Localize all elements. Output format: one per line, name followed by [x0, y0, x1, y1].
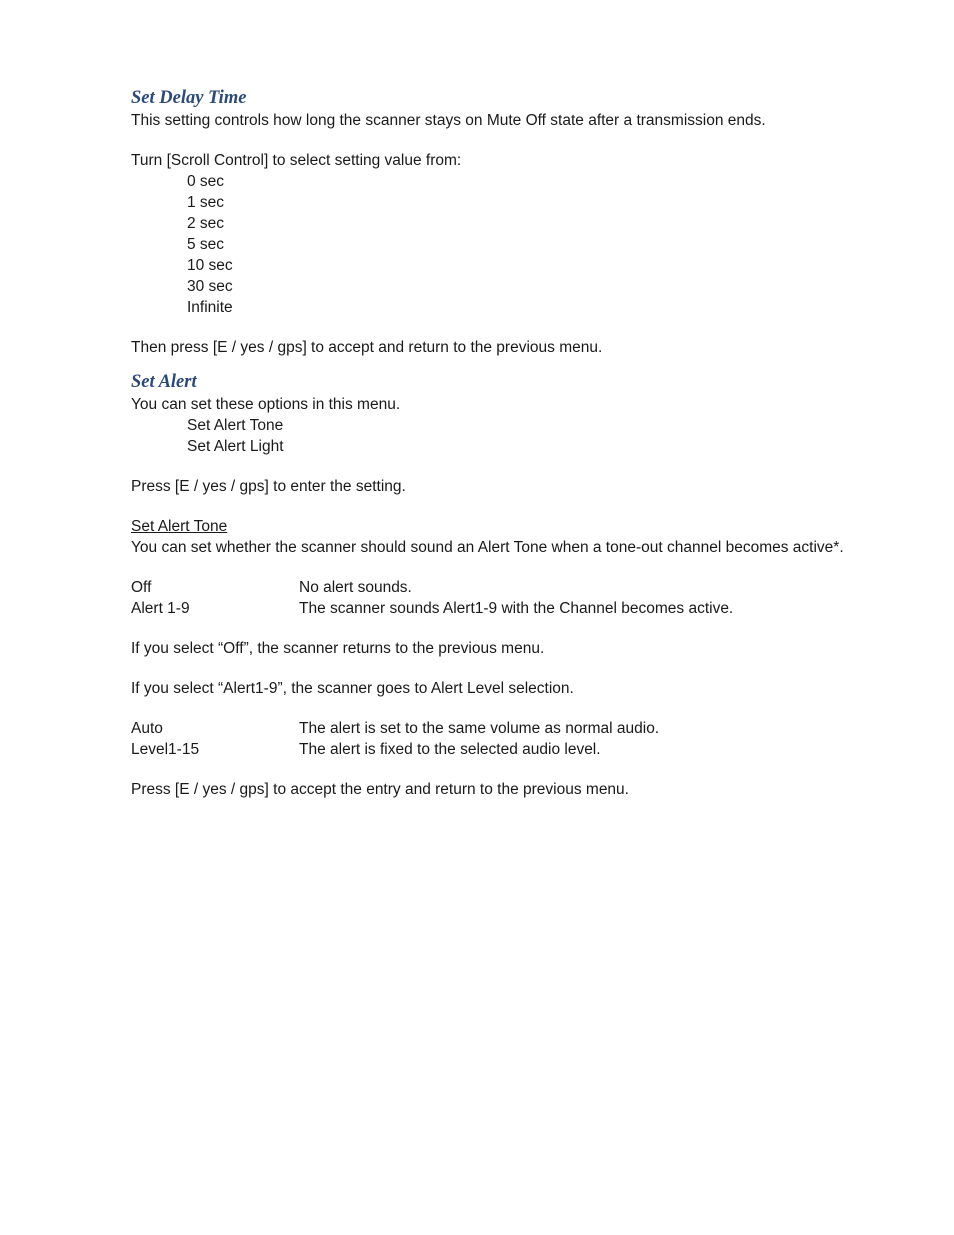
delay-option: 30 sec: [187, 278, 233, 295]
delay-intro: This setting controls how long the scanner stays on Mute Off state after a transmission ends.: [131, 112, 766, 129]
delay-option: 2 sec: [187, 215, 225, 232]
document-page: [131, 86, 891, 800]
table-row: [131, 718, 891, 739]
alert-level-table: [131, 718, 891, 760]
delay-option: 10 sec: [187, 257, 233, 274]
table-row: [131, 577, 891, 598]
delay-option: 0 sec: [187, 173, 225, 190]
delay-option: Infinite: [187, 299, 233, 316]
alert-tone-table: [131, 577, 891, 619]
alert-press-instruction: Press [E / yes / gps] to enter the setting.: [131, 478, 406, 495]
alert-options-list: [131, 415, 891, 457]
delay-then-instruction: Then press [E / yes / gps] to accept and return to the previous menu.: [131, 339, 603, 356]
table-definition: The scanner sounds Alert1-9 with the Channel becomes active.: [299, 600, 734, 617]
set-alert-heading: Set Alert: [131, 372, 197, 392]
set-alert-tone-subheading: Set Alert Tone: [131, 518, 228, 535]
delay-turn-instruction: Turn [Scroll Control] to select setting value from:: [131, 152, 462, 169]
table-term: Auto: [131, 720, 163, 737]
alert-intro: You can set these options in this menu.: [131, 396, 401, 413]
table-term: Off: [131, 579, 152, 596]
table-definition: No alert sounds.: [299, 579, 412, 596]
delay-option: 5 sec: [187, 236, 225, 253]
table-definition: The alert is set to the same volume as normal audio.: [299, 720, 660, 737]
alert-option: Set Alert Light: [187, 438, 284, 455]
delay-option: 1 sec: [187, 194, 225, 211]
table-term: Alert 1-9: [131, 600, 190, 617]
table-row: [131, 739, 891, 760]
table-row: [131, 598, 891, 619]
delay-options-list: [131, 171, 891, 318]
alert-tone-intro: You can set whether the scanner should sound an Alert Tone when a tone-out channel becomes active*.: [131, 539, 844, 556]
table-term: Level1-15: [131, 741, 200, 758]
table-definition: The alert is fixed to the selected audio level.: [299, 741, 601, 758]
alert-1-9-note: If you select “Alert1-9”, the scanner goes to Alert Level selection.: [131, 680, 574, 697]
alert-off-note: If you select “Off”, the scanner returns to the previous menu.: [131, 640, 545, 657]
alert-option: Set Alert Tone: [187, 417, 284, 434]
alert-final-instruction: Press [E / yes / gps] to accept the entry and return to the previous menu.: [131, 781, 629, 798]
set-delay-time-heading: Set Delay Time: [131, 88, 247, 108]
